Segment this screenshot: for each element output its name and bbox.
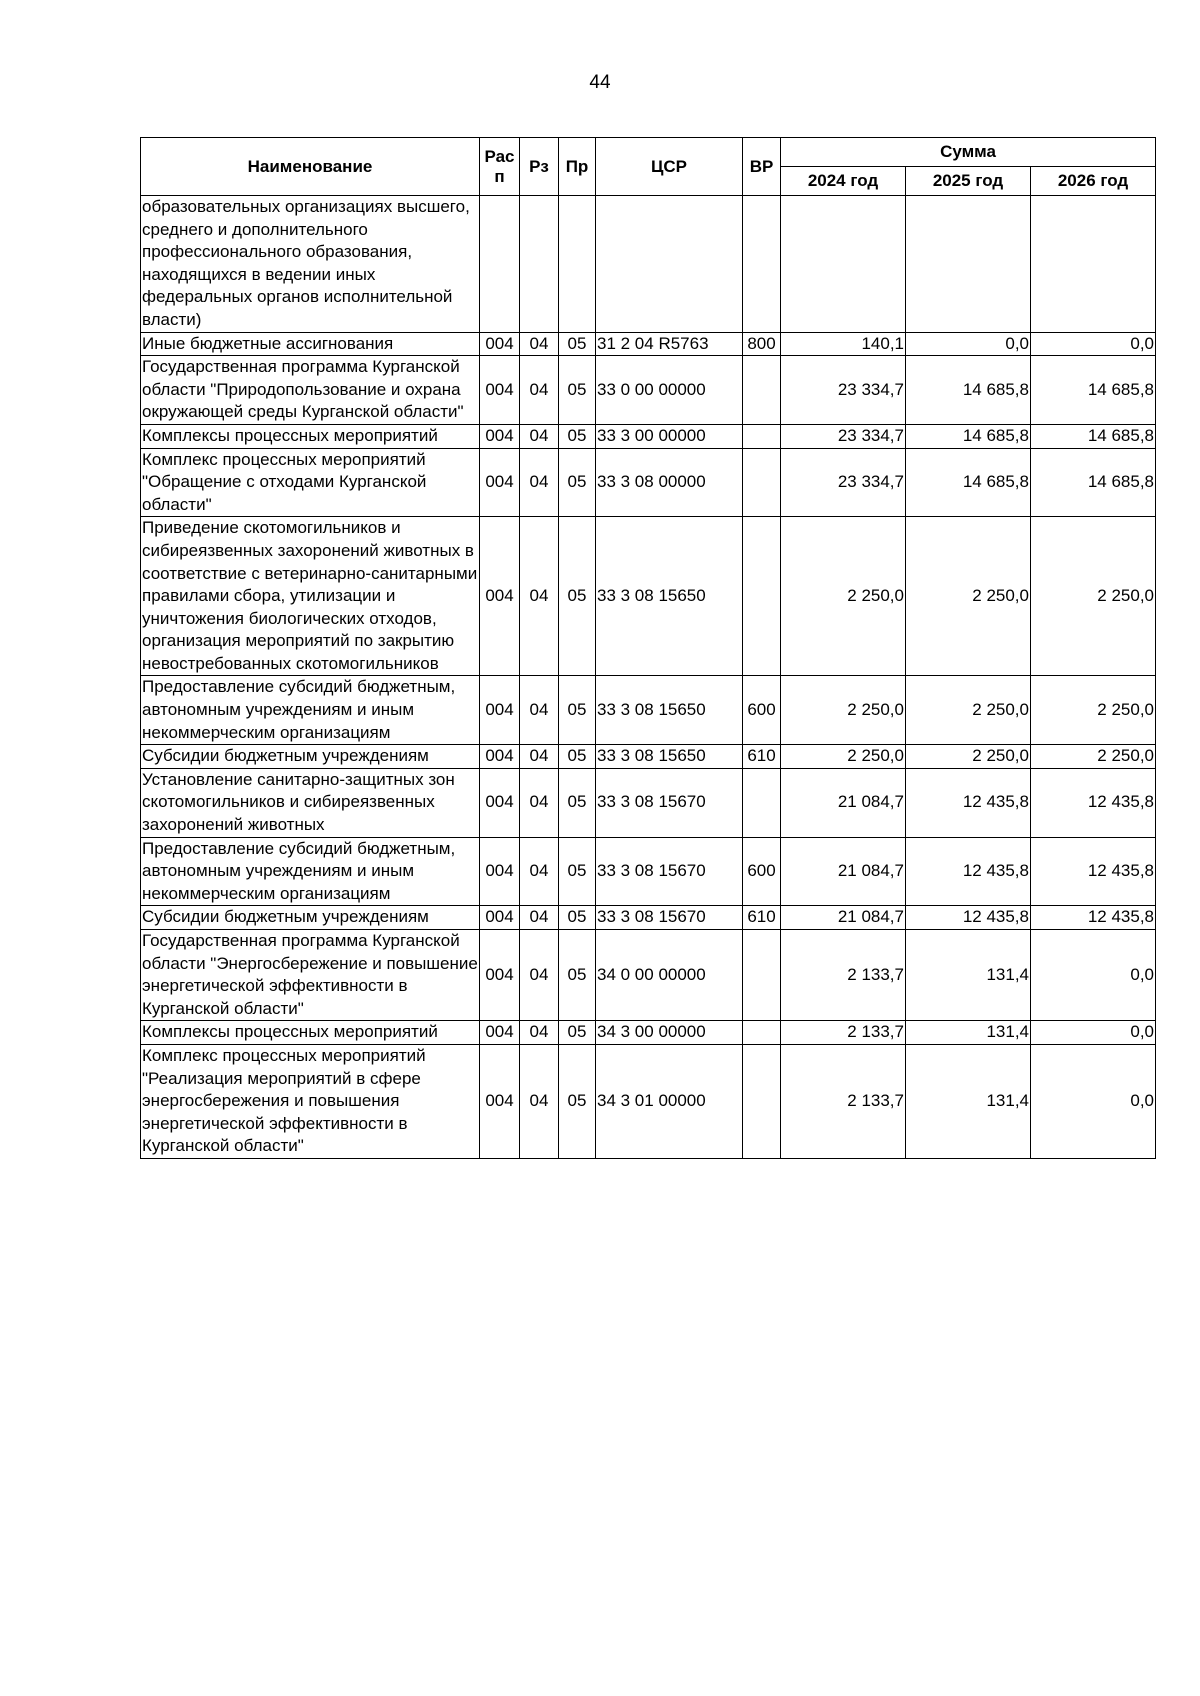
- cell-vr: 600: [743, 676, 781, 745]
- cell-csr: 31 2 04 R5763: [596, 332, 743, 356]
- table-row: [141, 837, 1156, 906]
- header-year-2025: 2025 год: [906, 167, 1031, 196]
- cell-2026: 2 250,0: [1031, 676, 1156, 745]
- cell-2026: 14 685,8: [1031, 448, 1156, 517]
- cell-csr: 33 3 08 15650: [596, 676, 743, 745]
- cell-2026: 0,0: [1031, 1044, 1156, 1158]
- cell-2024: 2 133,7: [781, 1044, 906, 1158]
- cell-2026: 12 435,8: [1031, 768, 1156, 837]
- cell-csr: 33 3 08 15670: [596, 906, 743, 930]
- table-row: [141, 930, 1156, 1021]
- cell-2024: 23 334,7: [781, 448, 906, 517]
- header-rasp-bottom: п: [494, 166, 505, 186]
- cell-vr: [743, 517, 781, 676]
- cell-pr: 05: [559, 676, 596, 745]
- cell-rz: 04: [520, 424, 559, 448]
- header-name: Наименование: [141, 138, 480, 196]
- cell-csr: 33 3 08 15650: [596, 517, 743, 676]
- cell-2025: 0,0: [906, 332, 1031, 356]
- cell-2026: 14 685,8: [1031, 356, 1156, 425]
- header-pr: Пр: [559, 138, 596, 196]
- header-rz: Рз: [520, 138, 559, 196]
- cell-csr: 33 0 00 00000: [596, 356, 743, 425]
- cell-rasp: 004: [480, 1044, 520, 1158]
- cell-csr: 34 0 00 00000: [596, 930, 743, 1021]
- table-row: [141, 1044, 1156, 1158]
- cell-pr: 05: [559, 1044, 596, 1158]
- cell-2025: 14 685,8: [906, 356, 1031, 425]
- table-row: [141, 356, 1156, 425]
- cell-2025: 12 435,8: [906, 768, 1031, 837]
- cell-csr: 33 3 00 00000: [596, 424, 743, 448]
- cell-rz: 04: [520, 676, 559, 745]
- cell-vr: [743, 448, 781, 517]
- cell-rz: 04: [520, 1044, 559, 1158]
- table-body: [141, 196, 1156, 1159]
- cell-2026: 0,0: [1031, 1021, 1156, 1045]
- table-row: [141, 517, 1156, 676]
- cell-name: образовательных организациях высшего, среднего и дополнительного профессионального образования, находящихся в ведении иных федеральных органов исполнительной власти): [141, 196, 480, 333]
- cell-rz: 04: [520, 906, 559, 930]
- table-row: [141, 1021, 1156, 1045]
- cell-rz: 04: [520, 930, 559, 1021]
- cell-rasp: [480, 196, 520, 333]
- table-row: [141, 676, 1156, 745]
- cell-csr: 33 3 08 15670: [596, 768, 743, 837]
- cell-2025: 131,4: [906, 1021, 1031, 1045]
- cell-rz: 04: [520, 356, 559, 425]
- cell-pr: 05: [559, 1021, 596, 1045]
- cell-vr: 610: [743, 745, 781, 769]
- cell-rz: [520, 196, 559, 333]
- header-sum: Сумма: [781, 138, 1156, 167]
- cell-vr: [743, 930, 781, 1021]
- cell-rz: 04: [520, 768, 559, 837]
- cell-vr: [743, 768, 781, 837]
- cell-pr: 05: [559, 448, 596, 517]
- cell-name: Комплексы процессных мероприятий: [141, 1021, 480, 1045]
- cell-vr: [743, 356, 781, 425]
- cell-2026: 0,0: [1031, 332, 1156, 356]
- cell-vr: [743, 1044, 781, 1158]
- cell-2024: 21 084,7: [781, 837, 906, 906]
- cell-2024: 23 334,7: [781, 356, 906, 425]
- cell-2024: 21 084,7: [781, 768, 906, 837]
- cell-2026: [1031, 196, 1156, 333]
- cell-2025: [906, 196, 1031, 333]
- cell-rasp: 004: [480, 332, 520, 356]
- cell-name: Приведение скотомогильников и сибиреязвенных захоронений животных в соответствие с ветеринарно-санитарными правилами сбора, утилизации и уничтожения биологических отходов, организация мероприятий по закрытию невостребованных скотомогильников: [141, 517, 480, 676]
- cell-pr: 05: [559, 332, 596, 356]
- header-vr: ВР: [743, 138, 781, 196]
- cell-pr: 05: [559, 768, 596, 837]
- cell-rasp: 004: [480, 930, 520, 1021]
- cell-2025: 14 685,8: [906, 448, 1031, 517]
- cell-rasp: 004: [480, 424, 520, 448]
- cell-csr: 34 3 01 00000: [596, 1044, 743, 1158]
- cell-name: Иные бюджетные ассигнования: [141, 332, 480, 356]
- cell-pr: 05: [559, 745, 596, 769]
- cell-name: Установление санитарно-защитных зон скотомогильников и сибиреязвенных захоронений животных: [141, 768, 480, 837]
- cell-rz: 04: [520, 837, 559, 906]
- header-csr: ЦСР: [596, 138, 743, 196]
- cell-rz: 04: [520, 448, 559, 517]
- cell-2025: 2 250,0: [906, 517, 1031, 676]
- cell-rasp: 004: [480, 356, 520, 425]
- cell-2026: 2 250,0: [1031, 517, 1156, 676]
- cell-csr: 33 3 08 00000: [596, 448, 743, 517]
- cell-2024: 2 250,0: [781, 745, 906, 769]
- table-row: [141, 332, 1156, 356]
- cell-pr: 05: [559, 906, 596, 930]
- cell-csr: 33 3 08 15650: [596, 745, 743, 769]
- cell-name: Предоставление субсидий бюджетным, автономным учреждениям и иным некоммерческим организациям: [141, 676, 480, 745]
- cell-2025: 14 685,8: [906, 424, 1031, 448]
- cell-2026: 14 685,8: [1031, 424, 1156, 448]
- cell-2026: 2 250,0: [1031, 745, 1156, 769]
- cell-2025: 12 435,8: [906, 906, 1031, 930]
- cell-vr: 600: [743, 837, 781, 906]
- cell-rasp: 004: [480, 745, 520, 769]
- cell-2024: 23 334,7: [781, 424, 906, 448]
- cell-csr: 33 3 08 15670: [596, 837, 743, 906]
- cell-rasp: 004: [480, 906, 520, 930]
- cell-name: Комплексы процессных мероприятий: [141, 424, 480, 448]
- cell-2024: 21 084,7: [781, 906, 906, 930]
- cell-name: Государственная программа Курганской области "Природопользование и охрана окружающей среды Курганской области": [141, 356, 480, 425]
- cell-rz: 04: [520, 332, 559, 356]
- cell-rasp: 004: [480, 676, 520, 745]
- cell-2024: 2 250,0: [781, 676, 906, 745]
- header-year-2024: 2024 год: [781, 167, 906, 196]
- cell-2025: 131,4: [906, 1044, 1031, 1158]
- cell-vr: 610: [743, 906, 781, 930]
- header-rasp-top: Рас: [484, 146, 515, 166]
- table-header: [141, 138, 1156, 196]
- cell-rz: 04: [520, 1021, 559, 1045]
- cell-name: Государственная программа Курганской области "Энергосбережение и повышение энергетической эффективности в Курганской области": [141, 930, 480, 1021]
- cell-2025: 12 435,8: [906, 837, 1031, 906]
- cell-2024: 140,1: [781, 332, 906, 356]
- cell-name: Комплекс процессных мероприятий "Обращение с отходами Курганской области": [141, 448, 480, 517]
- cell-pr: 05: [559, 517, 596, 676]
- header-rasp: [480, 138, 520, 196]
- cell-vr: [743, 196, 781, 333]
- cell-2025: 2 250,0: [906, 676, 1031, 745]
- cell-2024: [781, 196, 906, 333]
- table-row: [141, 906, 1156, 930]
- cell-name: Предоставление субсидий бюджетным, автономным учреждениям и иным некоммерческим организациям: [141, 837, 480, 906]
- cell-2025: 2 250,0: [906, 745, 1031, 769]
- cell-pr: 05: [559, 837, 596, 906]
- cell-vr: [743, 424, 781, 448]
- cell-csr: [596, 196, 743, 333]
- cell-2026: 0,0: [1031, 930, 1156, 1021]
- cell-vr: 800: [743, 332, 781, 356]
- page-number: 44: [589, 72, 611, 93]
- cell-pr: [559, 196, 596, 333]
- cell-pr: 05: [559, 424, 596, 448]
- cell-pr: 05: [559, 356, 596, 425]
- table-row: [141, 768, 1156, 837]
- cell-rz: 04: [520, 745, 559, 769]
- table-row: [141, 745, 1156, 769]
- cell-rasp: 004: [480, 1021, 520, 1045]
- cell-rasp: 004: [480, 768, 520, 837]
- cell-csr: 34 3 00 00000: [596, 1021, 743, 1045]
- table-row: [141, 448, 1156, 517]
- cell-name: Субсидии бюджетным учреждениям: [141, 906, 480, 930]
- cell-pr: 05: [559, 930, 596, 1021]
- cell-rasp: 004: [480, 448, 520, 517]
- cell-2024: 2 133,7: [781, 1021, 906, 1045]
- table-row: [141, 196, 1156, 333]
- cell-vr: [743, 1021, 781, 1045]
- cell-rasp: 004: [480, 517, 520, 676]
- cell-rz: 04: [520, 517, 559, 676]
- cell-2024: 2 250,0: [781, 517, 906, 676]
- cell-name: Комплекс процессных мероприятий "Реализация мероприятий в сфере энергосбережения и повышения энергетической эффективности в Курганской области": [141, 1044, 480, 1158]
- header-year-2026: 2026 год: [1031, 167, 1156, 196]
- cell-2025: 131,4: [906, 930, 1031, 1021]
- cell-name: Субсидии бюджетным учреждениям: [141, 745, 480, 769]
- cell-2024: 2 133,7: [781, 930, 906, 1021]
- cell-rasp: 004: [480, 837, 520, 906]
- table-row: [141, 424, 1156, 448]
- budget-table: [140, 137, 1156, 1159]
- cell-2026: 12 435,8: [1031, 906, 1156, 930]
- cell-2026: 12 435,8: [1031, 837, 1156, 906]
